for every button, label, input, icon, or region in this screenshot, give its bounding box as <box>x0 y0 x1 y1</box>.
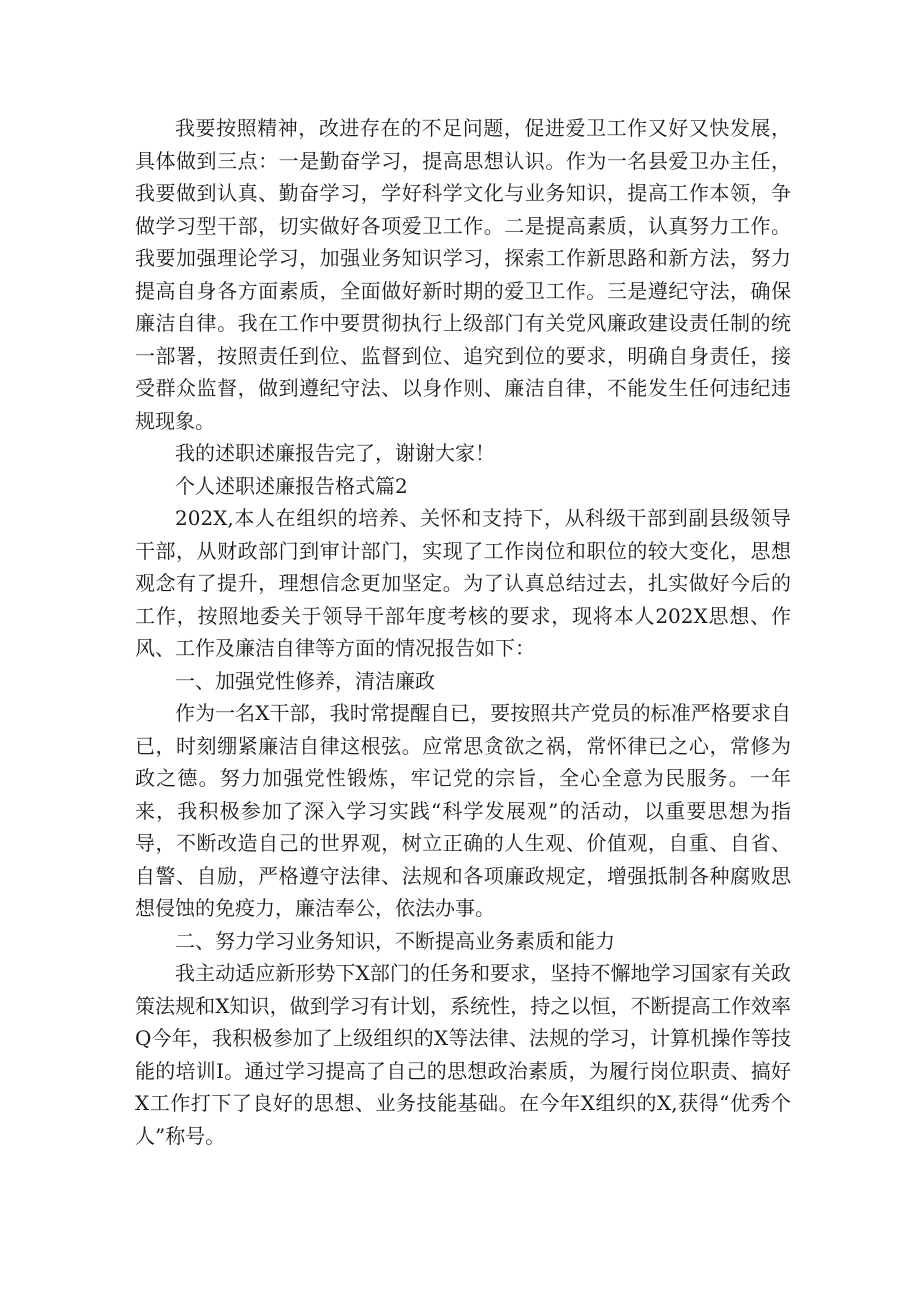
subsection-heading: 二、努力学习业务知识，不断提高业务素质和能力 <box>175 928 615 953</box>
subsection-heading: 一、加强党性修养，清洁廉政 <box>175 668 435 693</box>
document-body <box>135 112 791 1152</box>
body-paragraph: 作为一名X干部，我时常提醒自已，要按照共产党员的标准严格要求自已，时刻绷紧廉洁自律这根弦。应常思贪欲之祸，常怀律已之心，常修为政之德。努力加强党性锻炼，牢记党的宗旨，全心全意为民服务。一年来，我积极参加了深入学习实践“科学发展观”的活动，以重要思想为指导，不断改造自己的世界观，树立正确的人生观、价值观，自重、自省、自警、自励，严格遵守法律、法规和各项廉政规定，增强抵制各种腐败思想侵蚀的免疫力，廉洁奉公，依法办事。 <box>135 701 791 920</box>
body-paragraph: 我主动适应新形势下X部门的任务和要求，坚持不懈地学习国家有关政策法规和X知识，做到学习有计划，系统性，持之以恒，不断提高工作效率Q今年，我积极参加了上级组织的X等法律、法规的学习，计算机操作等技能的培训I。通过学习提高了自己的思想政治素质，为履行岗位职责、搞好X工作打下了良好的思想、业务技能基础。在今年X组织的X,获得“优秀个人”称号。 <box>135 961 791 1148</box>
section-heading: 个人述职述廉报告格式篇2 <box>175 473 408 498</box>
closing-line: 我的述职述廉报告完了，谢谢大家！ <box>175 441 495 465</box>
body-paragraph: 202X,本人在组织的培养、关怀和支持下，从科级干部到副县级领导干部，从财政部门到审计部门，实现了工作岗位和职位的较大变化，思想观念有了提升，理想信念更加坚定。为了认真总结过去，扎实做好今后的工作，按照地委关于领导干部年度考核的要求，现将本人202X思想、作风、工作及廉洁自律等方面的情况报告如下： <box>135 506 791 660</box>
body-paragraph: 我要按照精神，改进存在的不足问题，促进爱卫工作又好又快发展，具体做到三点：一是勤奋学习，提高思想认识。作为一名县爱卫办主任，我要做到认真、勤奋学习，学好科学文化与业务知识，提高工作本领，争做学习型干部，切实做好各项爱卫工作。二是提高素质，认真努力工作。我要加强理论学习，加强业务知识学习，探索工作新思路和新方法，努力提高自身各方面素质，全面做好新时期的爱卫工作。三是遵纪守法，确保廉洁自律。我在工作中要贯彻执行上级部门有关党风廉政建设责任制的统一部署，按照责任到位、监督到位、追究到位的要求，明确自身责任，接受群众监督，做到遵纪守法、以身作则、廉洁自律，不能发生任何违纪违规现象。 <box>135 116 791 433</box>
